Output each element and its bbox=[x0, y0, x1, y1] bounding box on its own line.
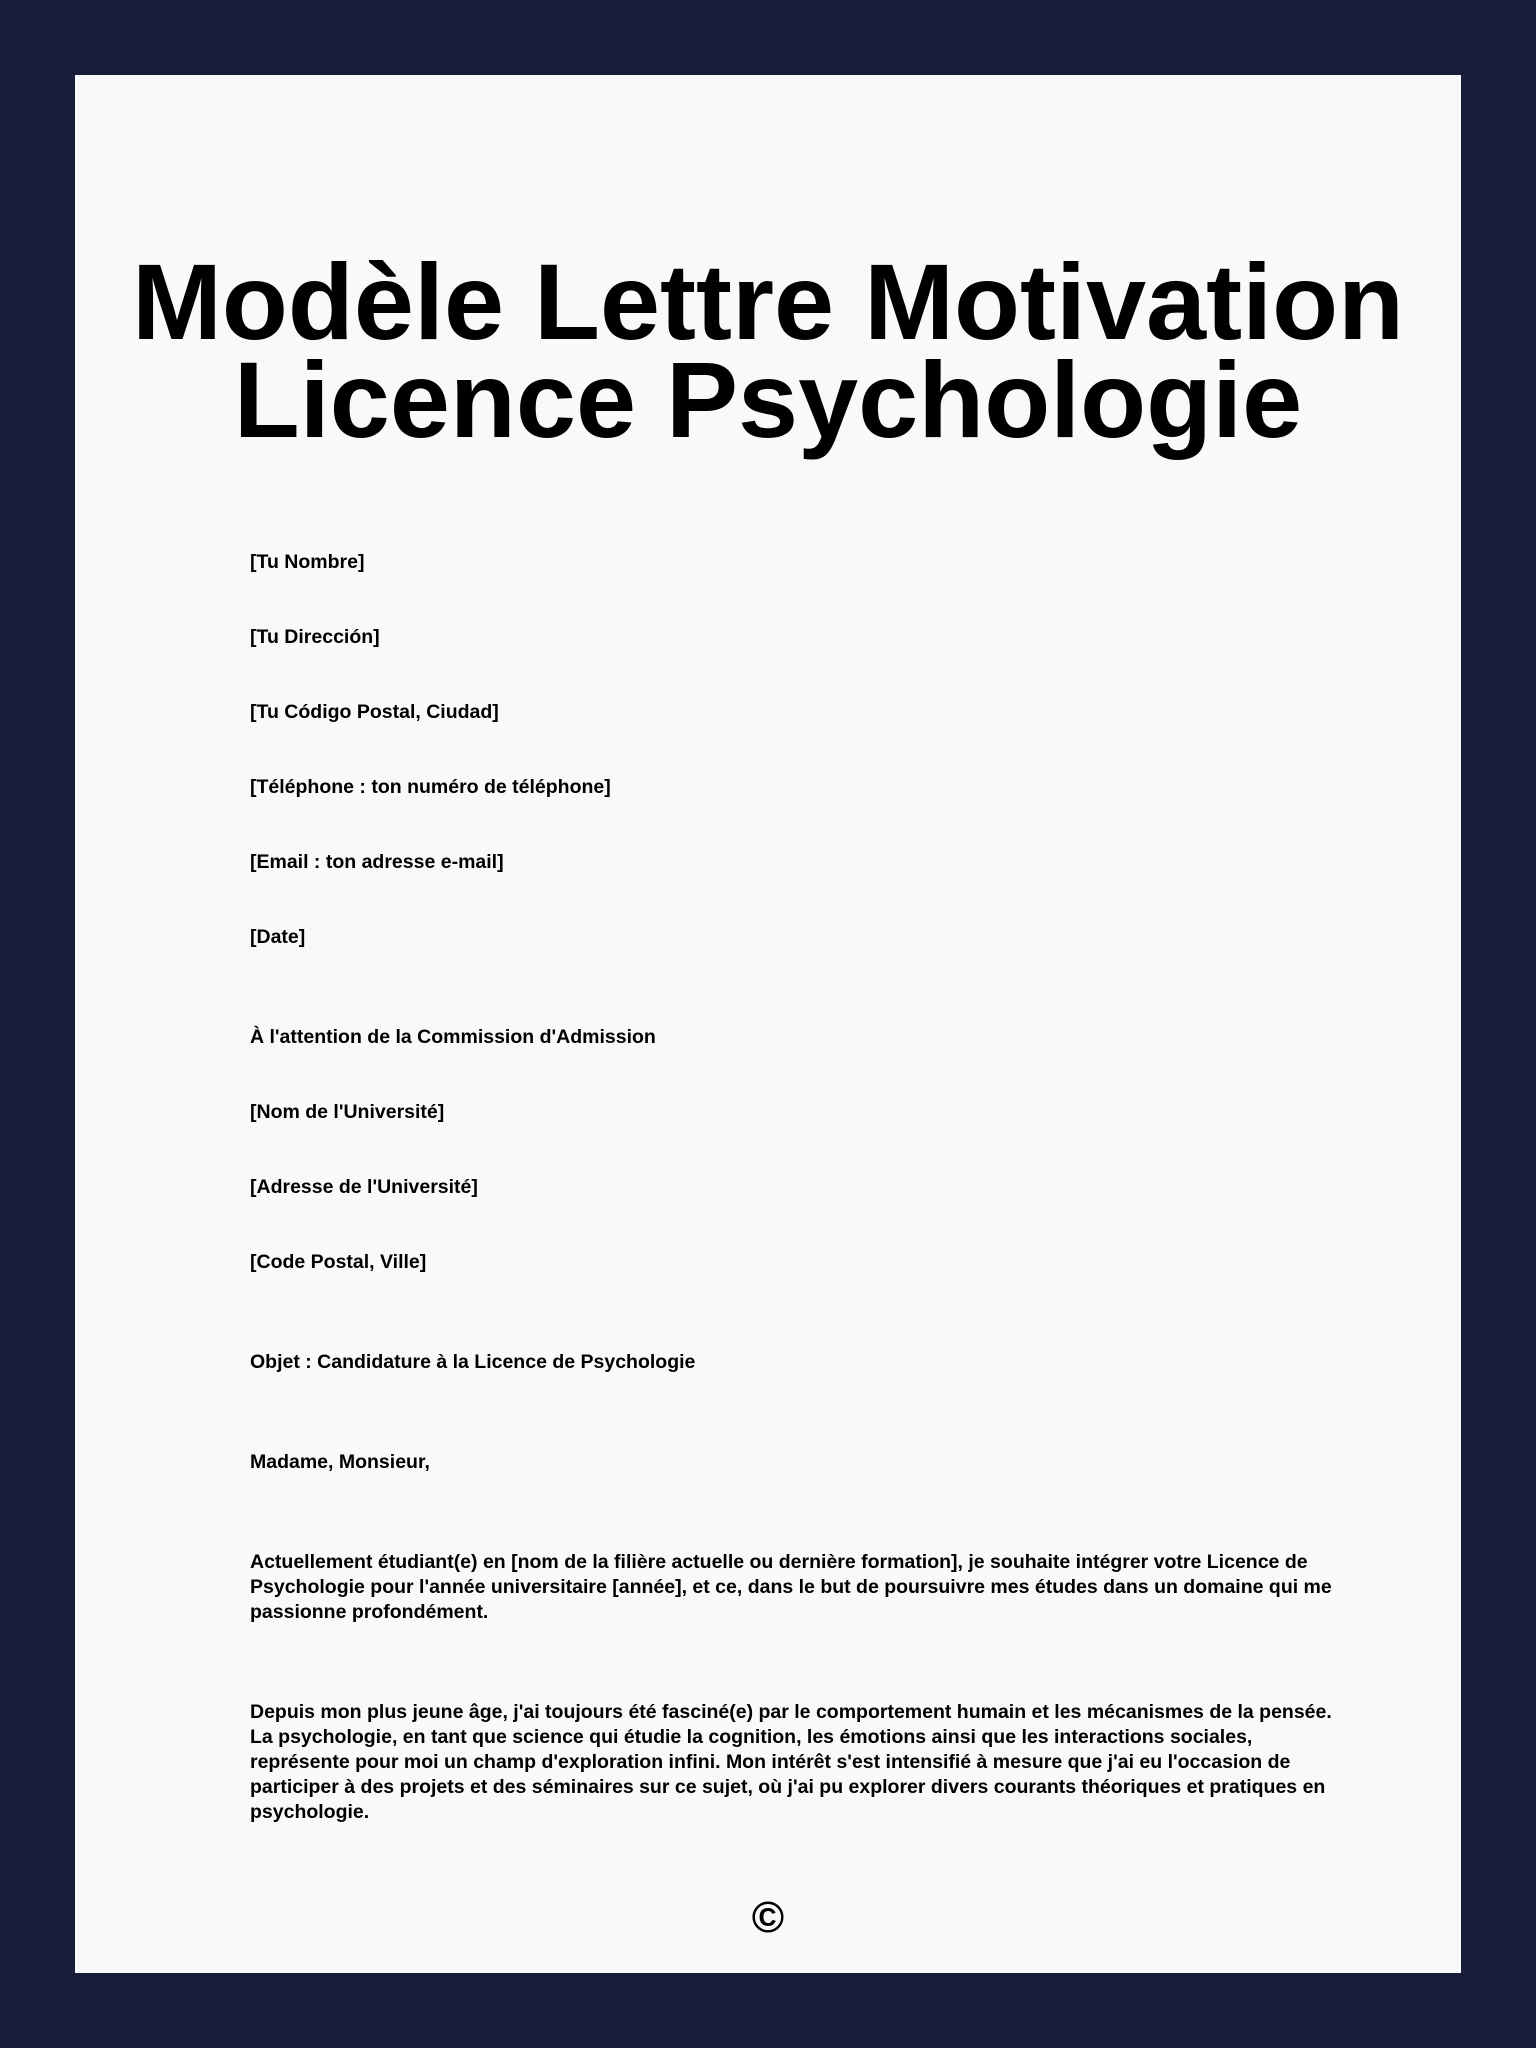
copyright-icon: © bbox=[751, 1893, 785, 1942]
recipient-postal-city: [Code Postal, Ville] bbox=[250, 1251, 427, 1273]
recipient-address: [Adresse de l'Université] bbox=[250, 1176, 478, 1198]
sender-email: [Email : ton adresse e-mail] bbox=[250, 851, 504, 873]
recipient-attention: À l'attention de la Commission d'Admission bbox=[250, 1026, 656, 1048]
letter-body bbox=[250, 550, 1350, 1825]
paragraph-2: Depuis mon plus jeune âge, j'ai toujours été fasciné(e) par le comportement humain et les mécanismes de la pensée. La psychologie, en tant que science qui étudie la cognition, les émotions ainsi que les interactions sociales, représente pour moi un champ d'exploration infini. Mon intérêt s'est intensifié à mesure que j'ai eu l'occasion de participer à des projets et des séminaires sur ce sujet, où j'ai pu explorer divers courants théoriques et pratiques en psychologie. bbox=[250, 1701, 1332, 1823]
sender-name: [Tu Nombre] bbox=[250, 551, 365, 573]
paragraph-1: Actuellement étudiant(e) en [nom de la filière actuelle ou dernière formation], je souhaite intégrer votre Licence de Psychologie pour l'année universitaire [année], et ce, dans le but de poursuivre mes études dans un domaine qui me passionne profondément. bbox=[250, 1551, 1332, 1623]
document-title bbox=[75, 241, 1461, 460]
letter-salutation: Madame, Monsieur, bbox=[250, 1451, 430, 1473]
letter-date: [Date] bbox=[250, 926, 306, 948]
sender-phone: [Téléphone : ton numéro de téléphone] bbox=[250, 776, 611, 798]
recipient-university: [Nom de l'Université] bbox=[250, 1101, 445, 1123]
sender-postal-city: [Tu Código Postal, Ciudad] bbox=[250, 701, 499, 723]
letter-subject: Objet : Candidature à la Licence de Psychologie bbox=[250, 1351, 696, 1373]
sender-address: [Tu Dirección] bbox=[250, 626, 380, 648]
title-line-2: Licence Psychologie bbox=[233, 339, 1303, 460]
title-line-1: Modèle Lettre Motivation bbox=[131, 241, 1405, 362]
document-page bbox=[75, 75, 1461, 1973]
